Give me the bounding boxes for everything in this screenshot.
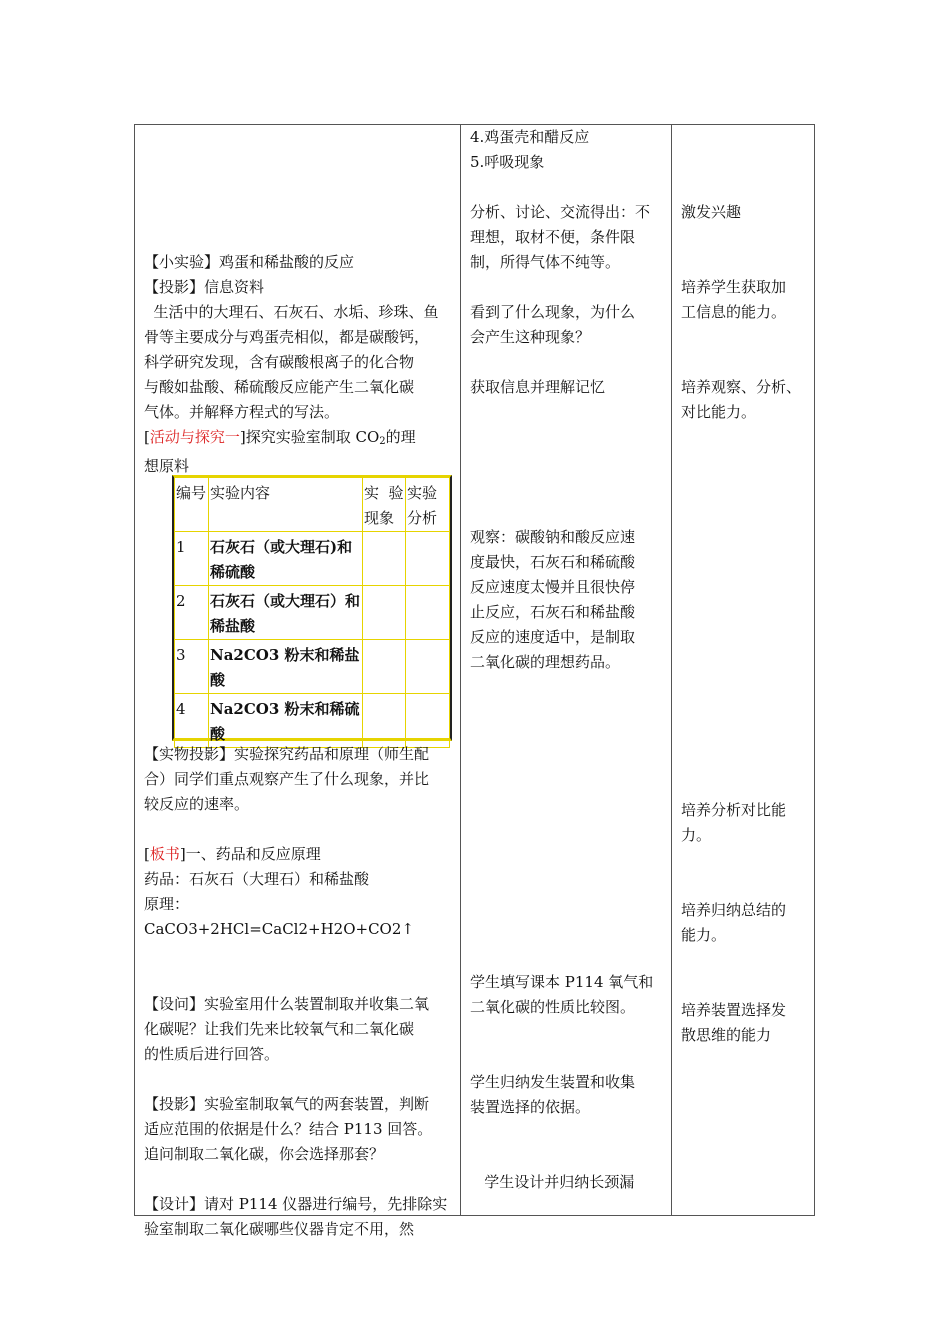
observe: 反应速度太慢并且很快停 [470,578,636,596]
table-row [175,694,450,748]
question: 【设问】实验室用什么装置制取并收集二氧 [144,995,430,1013]
observe: 止反应，石灰石和稀盐酸 [470,603,636,621]
info-line: 气体。并解释方程式的写法。 [144,403,340,421]
teacher-activity-top [144,250,456,479]
activity-heading-line2: 想原料 [144,457,190,475]
header-cell: 实验分析 [406,478,450,532]
row-content: Na2CO3 粉末和稀盐酸 [209,640,363,694]
observe: 观察：碳酸钠和酸反应速 [470,528,636,546]
info-line: 科学研究发现，含有碳酸根离子的化合物 [144,353,415,371]
empty-cell [406,640,450,694]
row-content: Na2CO3 粉末和稀硫酸 [209,694,363,748]
row-num: 2 [175,586,209,640]
saw: 会产生这种现象？ [470,328,591,346]
activity-text: ]探究实验室制取 CO [239,428,380,446]
empty-cell [406,694,450,748]
bracket: [ [144,428,150,446]
activity-tail: 的理 [385,428,416,446]
design: 【设计】请对 P114 仪器进行编号，先排除实 [144,1195,448,1213]
row-content: 石灰石（或大理石）和稀盐酸 [209,586,363,640]
empty-cell [363,532,406,586]
board-text: ]一、药品和反应原理 [179,845,321,863]
question: 的性质后进行回答。 [144,1045,280,1063]
projection2: 【投影】实验室制取氧气的两套装置，判断 [144,1095,430,1113]
drugs-line: 药品：石灰石（大理石）和稀盐酸 [144,870,370,888]
projection2: 追问制取二氧化碳，你会选择那套？ [144,1145,385,1163]
saw: 看到了什么现象，为什么 [470,303,636,321]
empty-cell [406,532,450,586]
summary-ability: 能力。 [681,926,727,944]
table-header-row [175,478,450,532]
info-line: 骨等主要成分与鸡蛋壳相似，都是碳酸钙， [144,328,430,346]
header-cell: 实验内容 [209,478,363,532]
row-num: 3 [175,640,209,694]
row-num: 1 [175,532,209,586]
question: 化碳呢？让我们先来比较氧气和二氧化碳 [144,1020,415,1038]
student-activity-bottom [470,970,668,1195]
empty-cell [363,586,406,640]
row-num: 4 [175,694,209,748]
summary-ability: 培养归纳总结的 [681,901,787,919]
design: 验室制取二氧化碳哪些仪器肯定不用，然 [144,1220,415,1238]
device-ability: 散思维的能力 [681,1026,772,1044]
device-ability: 培养装置选择发 [681,1001,787,1019]
summarize: 装置选择的依据。 [470,1098,591,1116]
analysis: 理想，取材不便，条件限 [470,228,636,246]
fill: 学生填写课本 P114 氧气和 [470,973,654,991]
subscript: 2 [379,436,386,447]
small-experiment: 【小实验】鸡蛋和稀盐酸的反应 [144,253,355,271]
physical-projection: 【实物投影】实验探究药品和原理（师生配 [144,745,430,763]
teacher-activity-bottom [144,742,456,1242]
table-row [175,640,450,694]
activity-heading [144,425,456,454]
table-row [175,532,450,586]
header-cell: 编号 [175,478,209,532]
board-heading [144,842,456,867]
item: 4.鸡蛋壳和醋反应 [470,128,590,146]
table-row [175,586,450,640]
empty-cell [363,640,406,694]
design-intent [681,200,811,425]
summarize: 学生归纳发生装置和收集 [470,1073,636,1091]
get-info: 获取信息并理解记忆 [470,378,606,396]
projection-info-title: 【投影】信息资料 [144,278,265,296]
row-content: 石灰石（或大理石)和稀硫酸 [209,532,363,586]
observe: 反应的速度适中，是制取 [470,628,636,646]
empty-cell [363,694,406,748]
observe: 二氧化碳的理想药品。 [470,653,621,671]
experiment-table [172,475,452,741]
interest: 激发兴趣 [681,203,742,221]
info-line: 与酸如盐酸、稀硫酸反应能产生二氧化碳 [144,378,415,396]
compare-ability: 力。 [681,826,712,844]
compare-ability: 培养分析对比能 [681,801,787,819]
empty-cell [406,586,450,640]
board-tag: 板书 [149,845,180,863]
principle-line: 原理：CaCO3+2HCl=CaCl2+H2O+CO2↑ [144,895,414,938]
info-line: 生活中的大理石、石灰石、水垢、珍珠、鱼 [144,303,439,321]
design-note: 学生设计并归纳长颈漏 [470,1173,635,1191]
column-divider-2 [671,124,672,1216]
observe-ability: 对比能力。 [681,403,757,421]
fill: 二氧化碳的性质比较图。 [470,998,636,1016]
info-ability: 工信息的能力。 [681,303,787,321]
design-intent-bottom [681,798,811,1048]
physical-projection: 合）同学们重点观察产生了什么现象，并比 [144,770,430,788]
projection2: 适应范围的依据是什么？结合 P113 回答。 [144,1120,433,1138]
analysis: 制，所得气体不纯等。 [470,253,621,271]
student-activity [470,125,668,675]
column-divider-1 [460,124,461,1216]
header-cell: 实 验现象 [363,478,406,532]
activity-tag: 活动与探究一 [149,428,240,446]
physical-projection: 较反应的速率。 [144,795,250,813]
item: 5.呼吸现象 [470,153,545,171]
observe-ability: 培养观察、分析、 [681,378,802,396]
info-ability: 培养学生获取加 [681,278,787,296]
bracket: [ [144,845,150,863]
analysis: 分析、讨论、交流得出：不 [470,203,651,221]
observe: 度最快，石灰石和稀硫酸 [470,553,636,571]
